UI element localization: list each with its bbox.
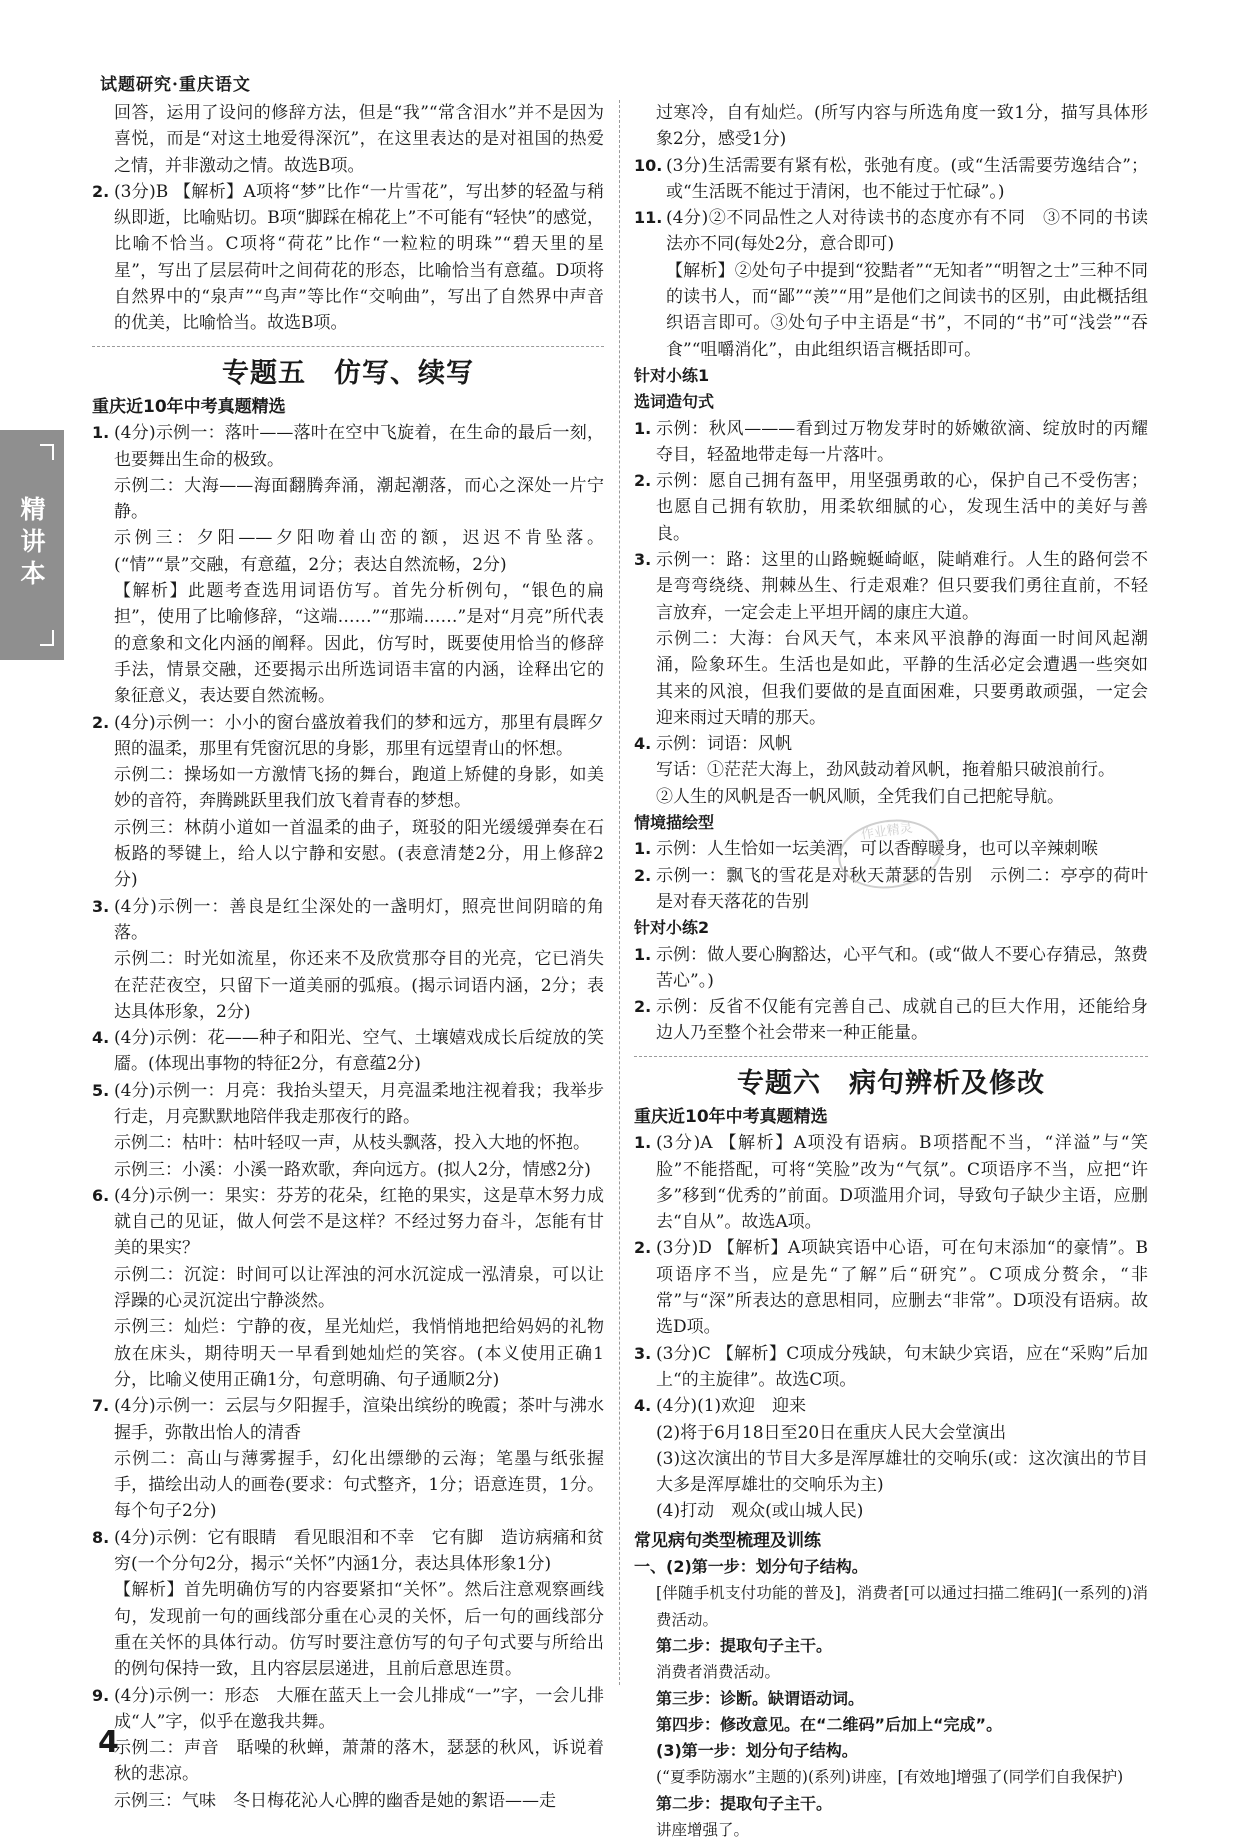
item-line: (4分)示例一：云层与夕阳握手，渲染出缤纷的晚霞；茶叶与沸水握手，弥散出怡人的清香 <box>114 1396 604 1443</box>
answer-item <box>92 894 604 1025</box>
answer-item <box>634 205 1148 363</box>
item-number: 8. <box>92 1527 110 1547</box>
item-line: 示例二：时光如流星，你还来不及欣赏那夺目的光亮，它已消失在茫茫夜空，只留下一道美丽的弧痕。(揭示词语内涵，2分；表达具体形象，2分) <box>114 949 604 1022</box>
answer-item <box>92 1525 604 1683</box>
intro-paragraph: 回答，运用了设问的修辞方法，但是“我”“常含泪水”并不是因为喜悦，而是“对这土地爱得深沉”，在这里表达的是对祖国的热爱之情，并非激动之情。故选B项。 <box>114 103 604 176</box>
answer-list <box>92 420 604 1814</box>
item-line: 示例一：飘飞的雪花是对秋天萧瑟的告别 示例二：亭亭的荷叶是对春天落花的告别 <box>656 865 1148 912</box>
item-number: 9. <box>92 1685 110 1705</box>
item-body <box>114 1683 604 1814</box>
item-line: 示例：秋风———看到过万物发芽时的娇嫩欲滴、绽放时的丙耀夺目，轻盈地带走每一片落叶。 <box>656 418 1148 465</box>
page-number: 4 <box>98 1725 119 1760</box>
step-line: (“夏季防溺水”主题的)(系列)讲座，[有效地]增强了(同学们自我保护) <box>656 1768 1124 1787</box>
item-line: (3分)D 【解析】A项缺宾语中心语，可在句末添加“的豪情”。B项语序不当，应是先“了解”后“研究”。C项成分赘余，“非常”与“深”所表达的意思相同，应删去“非常”。D项没有语病。故选D项。 <box>656 1238 1148 1338</box>
topic-divider <box>634 1056 1148 1057</box>
topic-block <box>92 346 604 387</box>
item-line: 示例二：高山与薄雾握手，幻化出缥缈的云海；笔墨与纸张握手，描绘出动人的画卷(要求：句式整齐，1分；语意连贯，1分。每个句子2分) <box>114 1448 604 1522</box>
step-line: 消费者消费活动。 <box>656 1663 781 1682</box>
step-line: 一、(2)第一步：划分句子结构。 <box>634 1557 868 1577</box>
item-body <box>114 1393 604 1524</box>
item-number: 3. <box>634 1343 652 1363</box>
item-line: (4分)示例一：形态 大雁在蓝天上一会儿排成“一”字，一会儿排成“人”字，似乎在邀我共舞。 <box>114 1685 604 1732</box>
topic-block <box>634 1056 1148 1097</box>
continued-paragraph: 过寒冷，自有灿烂。(所写内容与所选角度一致1分，描写具体形象2分，感受1分) <box>656 103 1148 150</box>
item-number: 1. <box>634 944 652 964</box>
item-line: (4分)示例：花——种子和阳光、空气、土壤嬉戏成长后绽放的笑靥。(体现出事物的特征2分，有意蕴2分) <box>114 1028 604 1075</box>
item-line: (4)打动 观众(或山城人民) <box>656 1501 864 1522</box>
column-divider <box>619 100 620 1685</box>
left-column <box>92 100 604 1814</box>
item-line: (4分)示例一：落叶——落叶在空中飞旋着，在生命的最后一刻，也要舞出生命的极致。 <box>114 423 604 470</box>
item-line: 【解析】此题考查选用词语仿写。首先分析例句，“银色的扁担”，使用了比喻修辞，“这端……”“那端……”是对“月亮”所代表的意象和文化内涵的阐释。因此，仿写时，既要使用恰当的修辞手法，情景交融，还要揭示出所选词语丰富的内涵，诠释出它的象征意义，表达要自然流畅。 <box>114 581 604 707</box>
item-number: 1. <box>92 423 110 443</box>
item-line: 示例三：夕阳——夕阳吻着山峦的额，迟迟不肯坠落。(“情”“景”交融，有意蕴，2分；表达自然流畅，2分) <box>114 528 604 575</box>
item-number: 2. <box>92 712 110 732</box>
item-line: ②人生的风帆是否一帆风顺，全凭我们自己把舵导航。 <box>656 786 1064 807</box>
item-number: 2. <box>92 181 110 201</box>
answer-item <box>634 153 1148 206</box>
item-line: 示例三：气味 冬日梅花沁人心脾的幽香是她的絮语——走 <box>114 1790 556 1811</box>
item-body <box>656 942 1148 995</box>
item-line: 示例：愿自己拥有盔甲，用坚强勇敢的心，保护自己不受伤害；也愿自己拥有软肋，用柔软细腻的心，发现生活中的美好与善良。 <box>656 471 1148 544</box>
item-body <box>114 420 604 709</box>
item-number: 3. <box>92 896 110 916</box>
item-body <box>114 1025 604 1078</box>
item-line: 示例：人生恰如一坛美酒，可以香醇暖身，也可以辛辣刺喉 <box>656 839 1098 860</box>
answer-item <box>92 710 604 894</box>
item-line: 示例二：沉淀：时间可以让浑浊的河水沉淀成一泓清泉，可以让浮躁的心灵沉淀出宁静淡然。 <box>114 1264 604 1312</box>
answer-item <box>634 1341 1148 1394</box>
practice-list <box>634 942 1148 1047</box>
answer-item <box>634 1130 1148 1235</box>
item-line: 示例：做人要心胸豁达，心平气和。(或“做人不要心存猜忌，煞费苦心”。) <box>656 944 1148 991</box>
item-number: 1. <box>634 418 652 438</box>
item-body <box>114 1525 604 1683</box>
item-number: 4. <box>92 1028 110 1048</box>
item-line: 示例三：小溪：小溪一路欢歌，奔向远方。(拟人2分，情感2分) <box>114 1159 591 1180</box>
item-number: 6. <box>92 1185 110 1205</box>
item-number: 4. <box>634 734 652 754</box>
item-body <box>666 205 1148 363</box>
section-heading: 常见病句类型梳理及训练 <box>634 1530 821 1551</box>
item-body <box>656 1130 1148 1235</box>
step-line: [伴随手机支付功能的普及]，消费者[可以通过扫描二维码](一系列的)消费活动。 <box>656 1584 1148 1629</box>
answer-item <box>92 1078 604 1183</box>
practice-heading: 针对小练2 <box>634 918 710 938</box>
item-number: 3. <box>634 550 652 570</box>
item-line: (2)将于6月18日至20日在重庆人民大会堂演出 <box>656 1422 1007 1443</box>
item-line: 示例二：声音 聒噪的秋蝉，萧萧的落木，瑟瑟的秋风，诉说着秋的悲凉。 <box>114 1738 604 1785</box>
item-number: 7. <box>92 1396 110 1416</box>
item-number: 2. <box>634 865 652 885</box>
item-line: (4分)示例一：月亮：我抬头望天，月亮温柔地注视着我；我举步行走，月亮默默地陪伴我走那夜行的路。 <box>114 1080 604 1127</box>
item-number: 2. <box>634 1238 652 1258</box>
answer-item <box>634 1235 1148 1340</box>
item-line: 写话：①茫茫大海上，劲风鼓动着风帆，拖着船只破浪前行。 <box>656 760 1115 781</box>
item-number: 4. <box>634 1396 652 1416</box>
item-body <box>656 1341 1148 1394</box>
answer-item <box>92 420 604 709</box>
section-heading: 重庆近10年中考真题精选 <box>634 1106 828 1127</box>
item-text: (3分)生活需要有紧有松，张弛有度。(或“生活需要劳逸结合”；或“生活既不能过于清闲，也不能过于忙碌”。) <box>666 155 1148 202</box>
answer-item <box>634 416 1148 469</box>
item-line: (4分)(1)欢迎 迎来 <box>656 1396 807 1417</box>
step-line: 第三步：诊断。缺谓语动词。 <box>656 1688 865 1708</box>
steps-list <box>634 1554 1148 1843</box>
item-line: 【解析】首先明确仿写的内容要紧扣“关怀”。然后注意观察画线句，发现前一句的画线部分重在心灵的关怀，后一句的画线部分重在关怀的具体行动。仿写时要注意仿写的句子句式要与所给出的例句保持一致，且内容层层递进，且前后意思连贯。 <box>114 1580 604 1680</box>
item-number: 1. <box>634 1133 652 1153</box>
running-header: 试题研究·重庆语文 <box>100 75 251 95</box>
item-text: (3分)B 【解析】A项将“梦”比作“一片雪花”，写出梦的轻盈与稍纵即逝，比喻贴切。B项“脚踩在棉花上”不可能有“轻快”的感觉，比喻不恰当。C项将“荷花”比作“一粒粒的明珠”“碧天里的星星”，写出了层层荷叶之间荷花的形态，比喻恰当有意蕴。D项将自然界中的“泉声”“鸟声”等比作“交响曲”，写出了自然界中声音的优美，比喻恰当。故选B项。 <box>114 181 604 334</box>
item-line: 示例二：大海——海面翻腾奔涌，潮起潮落，而心之深处一片宁静。 <box>114 475 604 523</box>
item-body <box>656 1393 1148 1524</box>
item-body <box>114 894 604 1025</box>
item-body <box>656 731 1148 810</box>
topic-title: 专题五 仿写、续写 <box>222 357 474 389</box>
answer-item <box>92 1683 604 1814</box>
item-body <box>656 416 1148 469</box>
item-line: 示例：词语：风帆 <box>656 734 792 755</box>
answer-item <box>634 994 1148 1047</box>
step-line: (3)第一步：划分句子结构。 <box>656 1741 858 1761</box>
answer-item <box>634 1393 1148 1524</box>
answer-item <box>634 731 1148 810</box>
topic-title: 专题六 病句辨析及修改 <box>737 1067 1045 1099</box>
answer-item <box>634 468 1148 547</box>
item-number: 10. <box>634 155 663 175</box>
item-body <box>656 994 1148 1047</box>
item-number: 11. <box>634 208 663 228</box>
item-text: (4分)②不同品性之人对待读书的态度亦有不同 ③不同的书读法亦不同(每处2分，意合即可) <box>666 208 1148 255</box>
item-line: 示例二：枯叶：枯叶轻叹一声，从枝头飘落，投入大地的怀抱。 <box>114 1133 590 1154</box>
item-body <box>114 1183 604 1393</box>
item-line: 示例一：路：这里的山路蜿蜒崎岖，陡峭难行。人生的路何尝不是弯弯绕绕、荆棘丛生、行走艰难？但只要我们勇往直前，不轻言放弃，一定会走上平坦开阔的康庄大道。 <box>656 550 1148 623</box>
category-heading: 选词造句式 <box>634 392 715 412</box>
item-line: 示例：反省不仅能有完善自己、成就自己的巨大作用，还能给身边人乃至整个社会带来一种正能量。 <box>656 997 1148 1044</box>
right-column <box>634 100 1148 1843</box>
item-number: 5. <box>92 1080 110 1100</box>
analysis-text: 【解析】②处句子中提到“狡黠者”“无知者”“明智之士”三种不同的读书人，而“鄙”“羡”“用”是他们之间读书的区别，由此概括组织语言即可。③处句子中主语是“书”，不同的“书”可“浅尝”“吞食”“咀嚼消化”，由此组织语言概括即可。 <box>666 260 1148 360</box>
section-heading: 重庆近10年中考真题精选 <box>92 396 286 417</box>
item-line: (4分)示例一：小小的窗台盛放着我们的梦和远方，那里有晨晖夕照的温柔，那里有凭窗沉思的身影，那里有远望青山的怀想。 <box>114 712 604 759</box>
item-line: 示例二：大海：台风天气，本来风平浪静的海面一时间风起潮涌，险象环生。生活也是如此，平静的生活必定会遭遇一些突如其来的风浪，但我们要做的是直面困难，只要勇敢顽强，一定会迎来雨过天晴的那天。 <box>656 628 1148 728</box>
item-body <box>656 1235 1148 1340</box>
practice-heading: 针对小练1 <box>634 365 710 385</box>
step-line: 第二步：提取句子主干。 <box>656 1635 833 1655</box>
answer-item <box>634 942 1148 995</box>
answer-item <box>92 1393 604 1524</box>
item-line: 示例二：操场如一方激情飞扬的舞台，跑道上矫健的身影，如美妙的音符，奔腾跳跃里我们放飞着青春的梦想。 <box>114 765 604 812</box>
item-line: (4分)示例一：果实：芬芳的花朵，红艳的果实，这是草木努力成就自己的见证，做人何尝不是这样？不经过努力奋斗，怎能有甘美的果实？ <box>114 1185 604 1259</box>
item-line: 示例三：灿烂：宁静的夜，星光灿烂，我悄悄地把给妈妈的礼物放在床头，期待明天一早看到她灿烂的笑容。(本义使用正确1分，比喻义使用正确1分，句意明确、句子通顺2分) <box>114 1317 604 1390</box>
item-body <box>656 547 1148 731</box>
bracket-top-icon <box>40 444 54 460</box>
item-body <box>656 468 1148 547</box>
item-number: 2. <box>634 997 652 1017</box>
category-heading: 情境描绘型 <box>634 813 715 833</box>
item-line: (4分)示例：它有眼睛 看见眼泪和不幸 它有脚 造访病痛和贫穷(一个分句2分，揭示“关怀”内涵1分，表达具体形象1分) <box>114 1527 604 1575</box>
step-line: 第二步：提取句子主干。 <box>656 1793 833 1813</box>
bracket-bottom-icon <box>40 630 54 646</box>
watermark-stamp: 作业精灵 <box>834 813 946 895</box>
item-line: (3分)A 【解析】A项没有语病。B项搭配不当，“洋溢”与“笑脸”不能搭配，可将“笑脸”改为“气氛”。C项语序不当，应把“许多”移到“优秀的”前面。D项滥用介词，导致句子缺少主语，应删去“自从”。故选A项。 <box>656 1133 1148 1233</box>
answer-list <box>634 1130 1148 1524</box>
item-number: 2. <box>634 471 652 491</box>
side-tab-label: 精讲本 <box>20 495 46 588</box>
practice-list <box>634 416 1148 810</box>
step-line: 讲座增强了。 <box>656 1821 750 1839</box>
item-line: (3)这次演出的节目大多是浑厚雄壮的交响乐(或：这次演出的节目大多是浑厚雄壮的交响乐为主) <box>656 1448 1148 1496</box>
answer-item <box>92 1025 604 1078</box>
answer-item <box>634 547 1148 731</box>
answer-item <box>92 179 604 337</box>
side-tab <box>0 430 64 660</box>
item-number: 1. <box>634 839 652 859</box>
item-body <box>114 710 604 894</box>
item-body <box>114 1078 604 1183</box>
item-line: 示例三：林荫小道如一首温柔的曲子，斑驳的阳光缓缓弹奏在石板路的琴键上，给人以宁静和安慰。(表意清楚2分，用上修辞2分) <box>114 817 604 891</box>
answer-item <box>92 1183 604 1393</box>
item-line: (3分)C 【解析】C项成分残缺，句末缺少宾语，应在“采购”后加上“的主旋律”。故选C项。 <box>656 1343 1148 1390</box>
step-line: 第四步：修改意见。在“二维码”后加上“完成”。 <box>656 1714 1003 1734</box>
topic-divider <box>92 346 604 347</box>
item-line: (4分)示例一：善良是红尘深处的一盏明灯，照亮世间阴暗的角落。 <box>114 896 604 943</box>
